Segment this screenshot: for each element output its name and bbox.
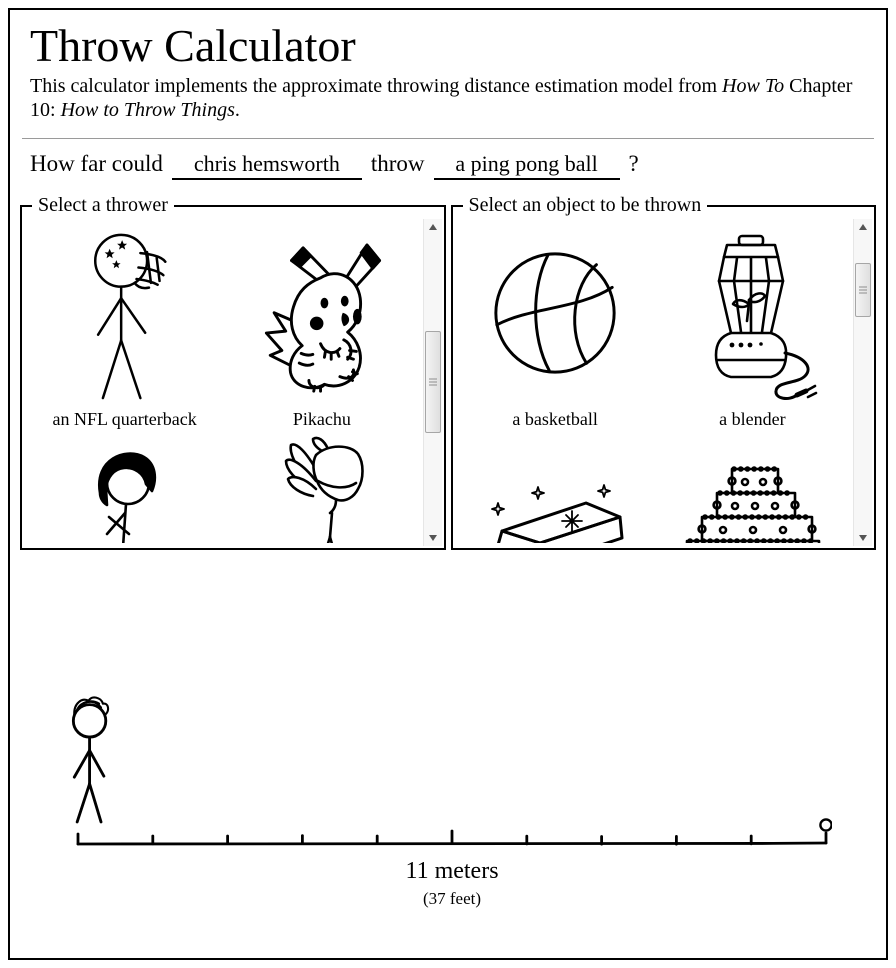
page-subtitle xyxy=(30,74,876,123)
triangle-up-icon xyxy=(859,224,867,230)
selection-panels xyxy=(20,194,876,550)
thrower-option-picture xyxy=(276,433,368,543)
subtitle-suffix: . xyxy=(234,98,240,121)
thrower-option-nfl-quarterback[interactable] xyxy=(26,221,223,433)
thrower-option-label: an NFL quarterback xyxy=(52,408,197,429)
scroll-up-arrow[interactable] xyxy=(424,219,442,235)
object-panel xyxy=(451,194,877,550)
object-options-list xyxy=(455,219,854,543)
object-option-gold-bar[interactable] xyxy=(457,433,654,543)
nfl-quarterback-icon xyxy=(77,225,173,405)
gold-bar-icon xyxy=(480,475,630,543)
pikachu-icon xyxy=(247,235,397,405)
subtitle-text: This calculator implements the approximate throwing distance estimation model from xyxy=(30,74,723,97)
object-option-picture xyxy=(677,433,827,543)
distance-ruler xyxy=(72,814,832,858)
book-title: How To xyxy=(722,74,785,97)
thrower-option-picture xyxy=(77,221,173,405)
thrower-option-pikachu[interactable] xyxy=(223,221,420,433)
thrower-option-label: Pikachu xyxy=(292,408,351,429)
object-option-picture xyxy=(486,221,624,405)
winged-helmet-person-icon xyxy=(276,433,368,543)
object-input[interactable] xyxy=(434,151,620,180)
ping-pong-ball-icon xyxy=(820,820,831,831)
question-suffix: ? xyxy=(628,151,639,177)
thrower-option-dark-haired-person[interactable] xyxy=(26,433,223,543)
distance-result: 11 meters xyxy=(405,858,499,885)
triangle-down-icon xyxy=(859,535,867,541)
object-panel-legend: Select an object to be thrown xyxy=(468,194,702,217)
thumb-grip-icon xyxy=(859,287,867,294)
object-option-basketball[interactable] xyxy=(457,221,654,433)
object-option-blender[interactable] xyxy=(654,221,851,433)
triangle-down-icon xyxy=(429,535,437,541)
thumb-grip-icon xyxy=(429,379,437,386)
scrollbar-thumb[interactable] xyxy=(425,331,441,433)
object-panel-scrollbar[interactable] xyxy=(853,219,872,546)
thrower-option-picture xyxy=(247,221,397,405)
basketball-icon xyxy=(486,244,624,382)
thrower-option-winged-helmet-person[interactable] xyxy=(223,433,420,543)
question-prefix: How far could xyxy=(30,151,163,177)
distance-result-feet: (37 feet) xyxy=(422,889,482,909)
result-visualization xyxy=(20,552,876,932)
question-connector: throw xyxy=(370,151,425,177)
thrower-panel xyxy=(20,194,446,550)
thrower-stick-figure-icon xyxy=(60,688,122,830)
tiered-cake-icon xyxy=(677,455,827,543)
object-option-picture xyxy=(480,433,630,543)
dark-haired-person-icon xyxy=(82,445,167,543)
page-title: Throw Calculator xyxy=(30,20,356,71)
app-window xyxy=(8,8,888,960)
object-option-tiered-cake[interactable] xyxy=(654,433,851,543)
thrower-options-grid xyxy=(24,219,423,543)
object-options-grid xyxy=(455,219,854,543)
scroll-up-arrow[interactable] xyxy=(854,219,872,235)
thrower-option-picture xyxy=(82,433,167,543)
header-divider xyxy=(22,138,874,139)
scrollbar-thumb[interactable] xyxy=(855,263,871,317)
thrower-panel-scrollbar[interactable] xyxy=(423,219,442,546)
thrower-panel-legend: Select a thrower xyxy=(38,194,168,217)
object-option-label: a basketball xyxy=(512,408,598,429)
thrower-options-list xyxy=(24,219,423,543)
chapter-title: How to Throw Things xyxy=(60,98,235,121)
question-line xyxy=(30,151,876,180)
object-option-picture xyxy=(685,221,820,405)
scroll-down-arrow[interactable] xyxy=(854,530,872,546)
thrower-input[interactable] xyxy=(172,151,362,180)
blender-icon xyxy=(685,233,820,405)
subtitle-middle: Chapter 10: xyxy=(30,74,853,121)
triangle-up-icon xyxy=(429,224,437,230)
scroll-down-arrow[interactable] xyxy=(424,530,442,546)
object-option-label: a blender xyxy=(719,408,786,429)
